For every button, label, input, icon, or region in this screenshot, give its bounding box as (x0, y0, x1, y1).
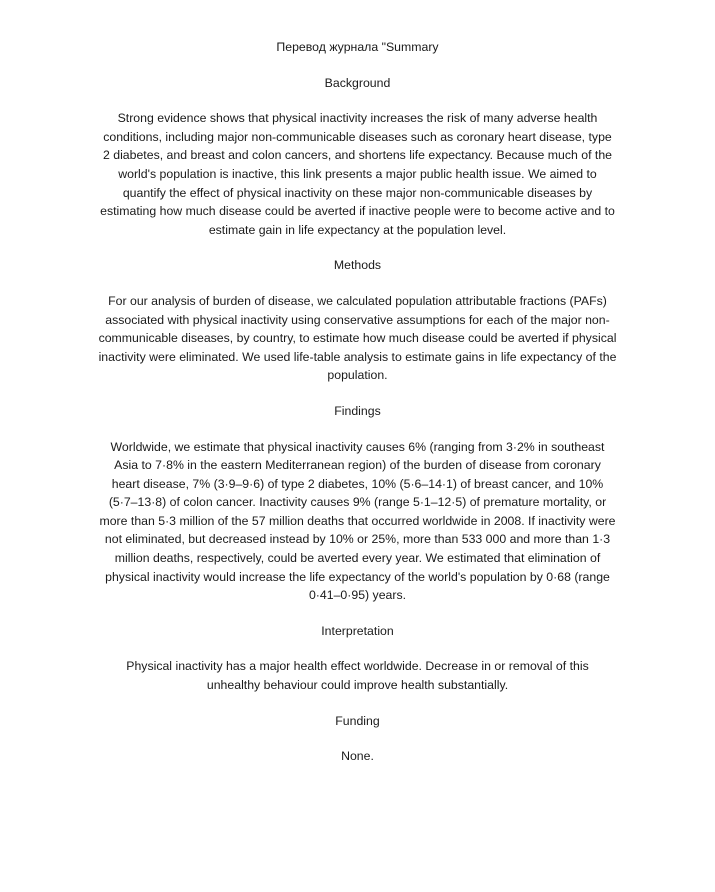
findings-heading: Findings (334, 403, 381, 418)
document-body (99, 38, 617, 766)
methods-heading: Methods (333, 258, 382, 273)
interpretation-heading: Interpretation (321, 623, 394, 638)
methods-text: For our analysis of burden of disease, we calculated population attributable fractions (PAFs) associated with physical inactivity using conservative assumptions for each of the major non-communicable diseases, by country, to estimate how much disease could be averted if physical inactivity were eliminated. We used life-table analysis to estimate gains in life expectancy of the population. (98, 293, 617, 383)
funding-text: None. (341, 749, 374, 764)
document-title: Перевод журнала "Summary (276, 40, 439, 54)
interpretation-text: Physical inactivity has a major health effect worldwide. Decrease in or removal of this unhealthy behaviour could improve health substantially. (126, 659, 589, 693)
funding-heading: Funding (335, 713, 380, 728)
background-heading: Background (324, 75, 391, 90)
findings-text: Worldwide, we estimate that physical inactivity causes 6% (ranging from 3·2% in southeast Asia to 7·8% in the eastern Mediterranean region) of the burden of disease from coronary heart disease, 7% (3·9–9·6) of type 2 diabetes, 10% (5·6–14·1) of breast cancer, and 10% (5·7–13·8) of colon cancer. Inactivity causes 9% (range 5·1–12·5) of premature mortality, or more than 5·3 million of the 57 million deaths that occurred worldwide in 2008. If inactivity were not eliminated, but decreased instead by 10% or 25%, more than 533 000 and more than 1·3 million deaths, respectively, could be averted every year. We estimated that elimination of physical inactivity would increase the life expectancy of the world's population by 0·68 (range 0·41–0·95) years. (99, 439, 616, 603)
background-text: Strong evidence shows that physical inactivity increases the risk of many adverse health conditions, including major non-communicable diseases such as coronary heart disease, type 2 diabetes, and breast and colon cancers, and shortens life expectancy. Because much of the world's population is inactive, this link presents a major public health issue. We aimed to quantify the effect of physical inactivity on these major non-communicable diseases by estimating how much disease could be averted if inactive people were to become active and to estimate gain in life expectancy at the population level. (100, 111, 615, 237)
